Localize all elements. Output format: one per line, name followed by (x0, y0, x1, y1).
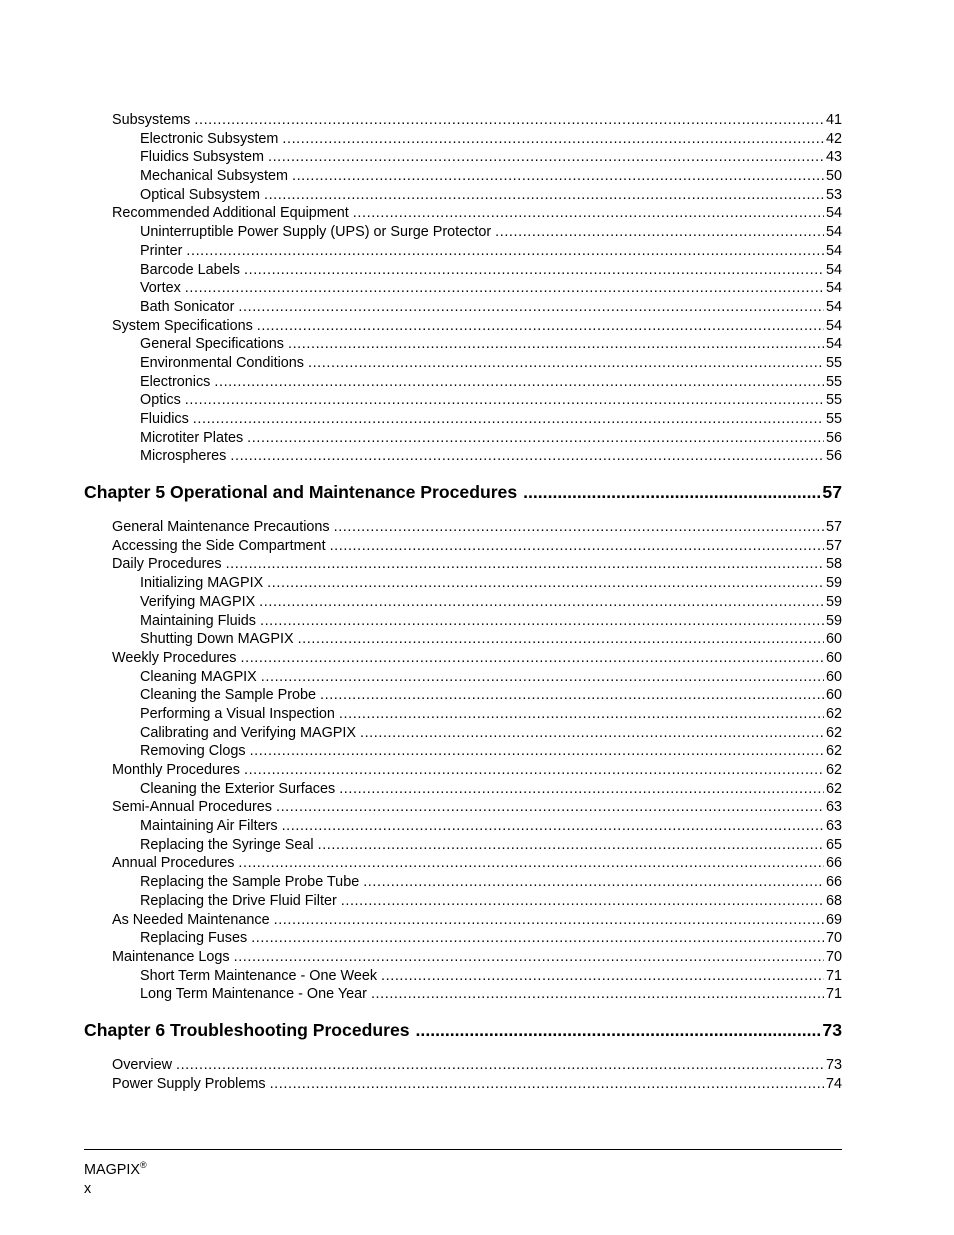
toc-entry[interactable] (84, 780, 842, 799)
entry-page-number: 62 (825, 705, 842, 722)
registered-trademark: ® (139, 1160, 147, 1170)
dot-leader (257, 317, 824, 336)
entry-page-number: 42 (825, 130, 842, 147)
toc-entry[interactable] (84, 892, 842, 911)
entry-title: Cleaning the Exterior Surfaces (140, 780, 336, 797)
entry-title: Weekly Procedures (112, 649, 237, 666)
entry-title: Recommended Additional Equipment (112, 205, 349, 222)
table-of-contents (84, 111, 842, 1093)
toc-entry[interactable] (84, 612, 842, 631)
toc-entry[interactable] (84, 761, 842, 780)
dot-leader (288, 335, 824, 354)
dot-leader (176, 1056, 824, 1075)
toc-entry[interactable] (84, 630, 842, 649)
entry-page-number: 60 (825, 687, 842, 704)
dot-leader (244, 761, 824, 780)
entry-page-number: 62 (825, 780, 842, 797)
toc-entry[interactable] (84, 1056, 842, 1075)
entry-page-number: 54 (825, 242, 842, 259)
entry-title: Accessing the Side Compartment (112, 537, 326, 554)
dot-leader (274, 911, 824, 930)
dot-leader (230, 447, 824, 466)
dot-leader (330, 537, 824, 556)
toc-entry[interactable] (84, 429, 842, 448)
entry-title: Short Term Maintenance - One Week (140, 967, 378, 984)
toc-entry[interactable] (84, 148, 842, 167)
dot-leader (308, 354, 824, 373)
entry-title: Replacing Fuses (140, 930, 248, 947)
dot-leader (261, 668, 824, 687)
entry-page-number: 58 (825, 556, 842, 573)
toc-entry[interactable] (84, 130, 842, 149)
toc-chapter-heading[interactable] (84, 480, 842, 504)
toc-chapter-heading[interactable] (84, 1018, 842, 1042)
entry-title: Replacing the Sample Probe Tube (140, 874, 360, 891)
footer-page-number: x (84, 1181, 92, 1197)
dot-leader (194, 111, 824, 130)
dot-leader (251, 929, 824, 948)
entry-title: Environmental Conditions (140, 354, 304, 371)
entry-title: Subsystems (112, 112, 191, 128)
dot-leader (282, 130, 824, 149)
toc-entry[interactable] (84, 686, 842, 705)
entry-page-number: 69 (825, 911, 842, 928)
toc-entry[interactable] (84, 204, 842, 223)
entry-title: Cleaning the Sample Probe (140, 687, 316, 704)
entry-page-number: 55 (825, 354, 842, 371)
dot-leader (260, 612, 824, 631)
toc-entry[interactable] (84, 373, 842, 392)
toc-entry[interactable] (84, 574, 842, 593)
toc-entry[interactable] (84, 279, 842, 298)
entry-title: Maintaining Air Filters (140, 818, 278, 835)
toc-entry[interactable] (84, 724, 842, 743)
entry-page-number: 62 (825, 762, 842, 778)
entry-title: General Maintenance Precautions (112, 519, 330, 536)
toc-entry[interactable] (84, 335, 842, 354)
toc-entry[interactable] (84, 298, 842, 317)
entry-title: Maintaining Fluids (140, 612, 256, 629)
dot-leader (339, 780, 824, 799)
dot-leader (341, 892, 824, 911)
entry-page-number: 66 (825, 855, 842, 872)
toc-entry[interactable] (84, 410, 842, 429)
entry-page-number: 41 (825, 112, 842, 128)
entry-page-number: 55 (825, 392, 842, 409)
toc-entry[interactable] (84, 705, 842, 724)
entry-title: Long Term Maintenance - One Year (140, 986, 367, 1003)
dot-leader (298, 630, 824, 649)
dot-leader (250, 742, 824, 761)
toc-section-group (84, 518, 842, 1004)
toc-entry[interactable] (84, 447, 842, 466)
dot-leader (381, 967, 824, 986)
toc-entry[interactable] (84, 391, 842, 410)
dot-leader (264, 186, 824, 205)
entry-title: As Needed Maintenance (112, 911, 270, 928)
entry-title: Removing Clogs (140, 743, 246, 760)
dot-leader (495, 223, 824, 242)
dot-leader (320, 686, 824, 705)
entry-title: Performing a Visual Inspection (140, 705, 335, 722)
entry-title: Verifying MAGPIX (140, 593, 256, 610)
chapter-title: Chapter 5 Operational and Maintenance Procedures (84, 482, 518, 503)
dot-leader (247, 429, 824, 448)
dot-leader (186, 242, 824, 261)
dot-leader (268, 148, 824, 167)
dot-leader (185, 391, 824, 410)
entry-title: Vortex (140, 280, 181, 297)
entry-title: Semi-Annual Procedures (112, 799, 272, 816)
toc-entry[interactable] (84, 836, 842, 855)
entry-title: System Specifications (112, 317, 253, 334)
toc-entry[interactable] (84, 911, 842, 930)
entry-page-number: 54 (825, 298, 842, 315)
entry-title: Overview (112, 1056, 172, 1073)
entry-title: Electronic Subsystem (140, 130, 279, 147)
entry-title: Maintenance Logs (112, 948, 230, 965)
entry-title: Microspheres (140, 448, 227, 465)
dot-leader (193, 410, 824, 429)
dot-leader (334, 518, 824, 537)
dot-leader (371, 985, 824, 1004)
entry-page-number: 59 (825, 612, 842, 629)
dot-leader (416, 1018, 821, 1042)
dot-leader (185, 279, 824, 298)
entry-title: Electronics (140, 373, 211, 390)
toc-entry[interactable] (84, 593, 842, 612)
dot-leader (214, 373, 824, 392)
toc-entry[interactable] (84, 518, 842, 537)
entry-page-number: 73 (825, 1056, 842, 1073)
toc-entry[interactable] (84, 317, 842, 336)
dot-leader (292, 167, 824, 186)
toc-section-group (84, 111, 842, 466)
entry-title: Annual Procedures (112, 855, 235, 872)
entry-page-number: 62 (825, 743, 842, 760)
entry-title: Uninterruptible Power Supply (UPS) or Surge Protector (140, 224, 492, 241)
dot-leader (270, 1075, 824, 1094)
entry-page-number: 54 (825, 280, 842, 297)
toc-entry[interactable] (84, 798, 842, 817)
entry-title: Optics (140, 392, 181, 409)
entry-title: Replacing the Drive Fluid Filter (140, 892, 337, 909)
entry-page-number: 54 (825, 224, 842, 241)
dot-leader (360, 724, 824, 743)
entry-title: Bath Sonicator (140, 298, 235, 315)
entry-title: Initializing MAGPIX (140, 575, 264, 592)
toc-entry[interactable] (84, 354, 842, 373)
chapter-page-number: 57 (822, 482, 842, 503)
entry-page-number: 57 (825, 537, 842, 554)
toc-section-group (84, 1056, 842, 1093)
entry-page-number: 43 (825, 149, 842, 166)
entry-page-number: 66 (825, 874, 842, 891)
entry-title: Printer (140, 242, 183, 259)
entry-title: Replacing the Syringe Seal (140, 836, 314, 853)
entry-title: Optical Subsystem (140, 186, 260, 203)
entry-title: Mechanical Subsystem (140, 168, 288, 185)
entry-page-number: 65 (825, 836, 842, 853)
toc-entry[interactable] (84, 111, 842, 130)
dot-leader (238, 298, 824, 317)
entry-page-number: 54 (825, 317, 842, 334)
entry-title: Daily Procedures (112, 556, 222, 573)
entry-title: Barcode Labels (140, 261, 241, 278)
toc-entry[interactable] (84, 555, 842, 574)
dot-leader (234, 948, 824, 967)
entry-page-number: 60 (825, 668, 842, 685)
toc-entry[interactable] (84, 948, 842, 967)
toc-entry[interactable] (84, 1075, 842, 1094)
entry-page-number: 53 (825, 186, 842, 203)
toc-entry[interactable] (84, 167, 842, 186)
toc-entry[interactable] (84, 967, 842, 986)
entry-page-number: 60 (825, 649, 842, 666)
toc-entry[interactable] (84, 817, 842, 836)
toc-entry[interactable] (84, 873, 842, 892)
toc-entry[interactable] (84, 668, 842, 687)
toc-entry[interactable] (84, 223, 842, 242)
footer-product-name (84, 1160, 147, 1178)
chapter-page-number: 73 (822, 1019, 842, 1040)
entry-page-number: 68 (825, 892, 842, 909)
dot-leader (226, 555, 824, 574)
entry-title: Monthly Procedures (112, 762, 240, 778)
dot-leader (259, 593, 824, 612)
entry-title: Fluidics Subsystem (140, 149, 264, 166)
entry-page-number: 74 (825, 1075, 842, 1092)
entry-page-number: 62 (825, 724, 842, 741)
entry-title: Fluidics (140, 411, 189, 427)
entry-title: General Specifications (140, 336, 284, 353)
entry-page-number: 59 (825, 593, 842, 610)
chapter-title: Chapter 6 Troubleshooting Procedures (84, 1019, 410, 1040)
entry-page-number: 63 (825, 799, 842, 816)
entry-title: Microtiter Plates (140, 429, 244, 446)
toc-entry[interactable] (84, 649, 842, 668)
dot-leader (276, 798, 824, 817)
entry-page-number: 71 (825, 967, 842, 984)
toc-entry[interactable] (84, 985, 842, 1004)
entry-title: Power Supply Problems (112, 1075, 266, 1092)
toc-entry[interactable] (84, 854, 842, 873)
dot-leader (244, 261, 824, 280)
entry-page-number: 70 (825, 930, 842, 947)
dot-leader (318, 836, 824, 855)
dot-leader (353, 204, 824, 223)
toc-entry[interactable] (84, 261, 842, 280)
entry-page-number: 71 (825, 986, 842, 1003)
dot-leader (363, 873, 824, 892)
entry-title: Cleaning MAGPIX (140, 668, 257, 685)
dot-leader (238, 854, 824, 873)
entry-page-number: 63 (825, 818, 842, 835)
entry-page-number: 55 (825, 373, 842, 390)
dot-leader (267, 574, 824, 593)
toc-entry[interactable] (84, 537, 842, 556)
entry-title: Calibrating and Verifying MAGPIX (140, 724, 356, 741)
toc-entry[interactable] (84, 186, 842, 205)
entry-page-number: 54 (825, 336, 842, 353)
dot-leader (339, 705, 824, 724)
dot-leader (523, 480, 820, 504)
entry-page-number: 54 (825, 205, 842, 222)
toc-entry[interactable] (84, 742, 842, 761)
entry-title: Shutting Down MAGPIX (140, 631, 294, 648)
entry-page-number: 60 (825, 631, 842, 648)
entry-page-number: 59 (825, 575, 842, 592)
dot-leader (241, 649, 824, 668)
entry-page-number: 56 (825, 448, 842, 465)
product-name: MAGPIX (84, 1161, 140, 1178)
entry-page-number: 55 (825, 411, 842, 427)
footer-divider (84, 1149, 842, 1150)
entry-page-number: 56 (825, 429, 842, 446)
dot-leader (282, 817, 824, 836)
toc-entry[interactable] (84, 242, 842, 261)
toc-entry[interactable] (84, 929, 842, 948)
entry-page-number: 50 (825, 168, 842, 185)
entry-page-number: 54 (825, 261, 842, 278)
entry-page-number: 70 (825, 948, 842, 965)
entry-page-number: 57 (825, 519, 842, 536)
